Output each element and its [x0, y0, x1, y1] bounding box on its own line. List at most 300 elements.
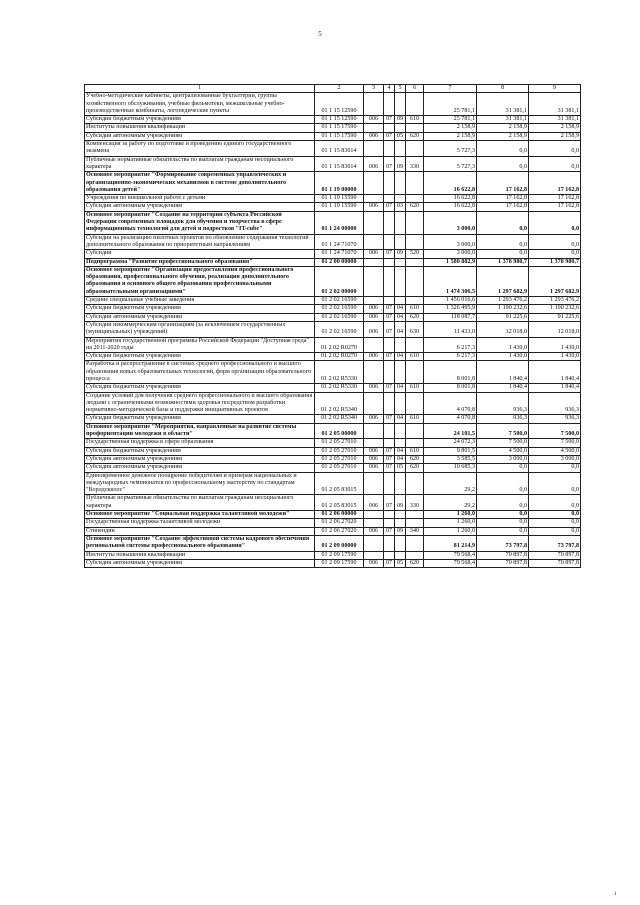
table-row — [85, 439, 581, 447]
ministry-code-cell: 006 — [364, 321, 384, 337]
amount-year3-cell: 1 378 980,7 — [529, 258, 581, 266]
expense-type-cell: 620 — [406, 464, 424, 472]
section-code-cell — [384, 337, 395, 353]
ministry-code-cell — [364, 361, 384, 384]
ministry-code-cell — [364, 266, 384, 296]
target-article-code-cell: 01 2 05 27010 — [315, 447, 364, 455]
table-row — [85, 455, 581, 463]
ministry-code-cell — [364, 551, 384, 559]
section-code-cell — [384, 211, 395, 234]
subsection-code-cell: 04 — [395, 415, 406, 423]
subsection-code-cell: 09 — [395, 495, 406, 511]
amount-year1-cell: 25 781,1 — [424, 93, 477, 116]
amount-year2-cell: 0,0 — [477, 234, 529, 250]
amount-year3-cell: 1 840,4 — [529, 361, 581, 384]
ministry-code-cell: 006 — [364, 415, 384, 423]
amount-year1-cell: 4 070,8 — [424, 415, 477, 423]
header-cell: 1 — [85, 85, 315, 93]
amount-year1-cell: 16 622,8 — [424, 195, 477, 203]
target-article-code-cell: 01 2 09 00000 — [315, 535, 364, 551]
ministry-code-cell — [364, 519, 384, 527]
amount-year3-cell: 0,0 — [529, 234, 581, 250]
amount-year2-cell: 1 430,0 — [477, 337, 529, 353]
target-article-code-cell: 01 2 02 16590 — [315, 313, 364, 321]
amount-year3-cell: 0,0 — [529, 511, 581, 519]
table-row — [85, 234, 581, 250]
section-code-cell: 07 — [384, 447, 395, 455]
amount-year3-cell: 0,0 — [529, 495, 581, 511]
section-code-cell — [384, 258, 395, 266]
expense-type-cell: 330 — [406, 495, 424, 511]
expense-type-cell: 610 — [406, 305, 424, 313]
section-code-cell: 07 — [384, 353, 395, 361]
ministry-code-cell: 006 — [364, 353, 384, 361]
subsection-code-cell — [395, 361, 406, 384]
table-row — [85, 559, 581, 567]
amount-year1-cell: 3 000,0 — [424, 250, 477, 258]
row-name-cell: Субсидии автономным учреждениям — [85, 464, 315, 472]
table-row — [85, 156, 581, 172]
target-article-code-cell: 01 2 05 00000 — [315, 423, 364, 439]
table-row — [85, 266, 581, 296]
target-article-code-cell: 01 1 24 71070 — [315, 250, 364, 258]
target-article-code-cell: 01 1 15 83014 — [315, 156, 364, 172]
expense-type-cell: 620 — [406, 559, 424, 567]
amount-year1-cell: 1 456 016,6 — [424, 297, 477, 305]
amount-year2-cell: 1 840,4 — [477, 384, 529, 392]
target-article-code-cell: 01 2 05 83015 — [315, 472, 364, 495]
row-name-cell: Публичные нормативные обязательства по выплатам гражданам несоциального характера — [85, 495, 315, 511]
section-code-cell — [384, 535, 395, 551]
amount-year2-cell: 17 162,8 — [477, 172, 529, 195]
ministry-code-cell: 006 — [364, 313, 384, 321]
section-code-cell — [384, 511, 395, 519]
subsection-code-cell: 05 — [395, 464, 406, 472]
ministry-code-cell: 006 — [364, 447, 384, 455]
section-code-cell: 07 — [384, 415, 395, 423]
amount-year1-cell: 1 260,0 — [424, 519, 477, 527]
table-row — [85, 250, 581, 258]
subsection-code-cell — [395, 439, 406, 447]
expense-type-cell — [406, 211, 424, 234]
section-code-cell — [384, 141, 395, 157]
amount-year2-cell: 1 297 682,9 — [477, 266, 529, 296]
expense-type-cell — [406, 511, 424, 519]
target-article-code-cell: 01 2 06 27020 — [315, 527, 364, 535]
amount-year1-cell: 16 622,8 — [424, 203, 477, 211]
amount-year1-cell: 1 260,0 — [424, 527, 477, 535]
amount-year1-cell: 79 568,4 — [424, 551, 477, 559]
amount-year1-cell: 4 070,8 — [424, 392, 477, 415]
section-code-cell: 07 — [384, 203, 395, 211]
row-name-cell: Институты повышения квалификации — [85, 551, 315, 559]
ministry-code-cell: 006 — [364, 384, 384, 392]
subsection-code-cell: 09 — [395, 156, 406, 172]
table-row — [85, 116, 581, 124]
subsection-code-cell: 05 — [395, 132, 406, 140]
ministry-code-cell — [364, 511, 384, 519]
amount-year2-cell: 1 840,4 — [477, 361, 529, 384]
amount-year2-cell: 0,0 — [477, 472, 529, 495]
expense-type-cell — [406, 535, 424, 551]
target-article-code-cell: 01 2 02 16590 — [315, 321, 364, 337]
section-code-cell: 07 — [384, 132, 395, 140]
amount-year1-cell: 24 101,5 — [424, 423, 477, 439]
expense-type-cell — [406, 337, 424, 353]
target-article-code-cell: 01 2 02 16590 — [315, 297, 364, 305]
amount-year3-cell: 0,0 — [529, 156, 581, 172]
header-cell: 7 — [424, 85, 477, 93]
ministry-code-cell — [364, 141, 384, 157]
section-code-cell: 07 — [384, 321, 395, 337]
row-name-cell: Субсидии автономным учреждениям — [85, 559, 315, 567]
target-article-code-cell: 01 2 00 00000 — [315, 258, 364, 266]
target-article-code-cell: 01 2 02 R5340 — [315, 415, 364, 423]
amount-year2-cell: 0,0 — [477, 141, 529, 157]
subsection-code-cell: 04 — [395, 313, 406, 321]
section-code-cell — [384, 124, 395, 132]
table-row — [85, 519, 581, 527]
row-name-cell: Субсидии бюджетным учреждениям — [85, 353, 315, 361]
subsection-code-cell: 04 — [395, 384, 406, 392]
expense-type-cell: 620 — [406, 203, 424, 211]
expense-type-cell — [406, 266, 424, 296]
amount-year3-cell: 2 158,9 — [529, 124, 581, 132]
table-row — [85, 258, 581, 266]
ministry-code-cell: 006 — [364, 156, 384, 172]
table-body — [85, 85, 581, 568]
amount-year2-cell: 936,3 — [477, 415, 529, 423]
ministry-code-cell: 006 — [364, 495, 384, 511]
amount-year3-cell: 2 158,9 — [529, 132, 581, 140]
amount-year1-cell: 3 585,5 — [424, 455, 477, 463]
ministry-code-cell — [364, 93, 384, 116]
amount-year1-cell: 5 727,3 — [424, 156, 477, 172]
amount-year3-cell: 31 381,1 — [529, 93, 581, 116]
amount-year1-cell: 5 727,3 — [424, 141, 477, 157]
amount-year2-cell: 3 000,0 — [477, 455, 529, 463]
row-name-cell: Субсидии на реализацию пилотных проектов по обновлению содержания технологий дополнительного образования по приоритетным направлениям — [85, 234, 315, 250]
subsection-code-cell — [395, 535, 406, 551]
ministry-code-cell — [364, 472, 384, 495]
subsection-code-cell: 04 — [395, 321, 406, 337]
amount-year3-cell: 1 190 232,6 — [529, 305, 581, 313]
section-code-cell — [384, 439, 395, 447]
target-article-code-cell: 01 2 05 83015 — [315, 495, 364, 511]
amount-year2-cell: 1 378 980,7 — [477, 258, 529, 266]
amount-year3-cell: 17 162,8 — [529, 203, 581, 211]
amount-year2-cell: 17 162,8 — [477, 195, 529, 203]
amount-year3-cell: 70 897,8 — [529, 551, 581, 559]
amount-year1-cell: 16 622,8 — [424, 172, 477, 195]
row-name-cell: Субсидии бюджетным учреждениям — [85, 116, 315, 124]
amount-year3-cell: 3 000,0 — [529, 455, 581, 463]
amount-year2-cell: 12 018,0 — [477, 321, 529, 337]
subsection-code-cell: 04 — [395, 447, 406, 455]
amount-year2-cell: 91 225,6 — [477, 313, 529, 321]
expense-type-cell — [406, 439, 424, 447]
table-row — [85, 172, 581, 195]
amount-year2-cell: 0,0 — [477, 156, 529, 172]
ministry-code-cell — [364, 535, 384, 551]
header-cell: 8 — [477, 85, 529, 93]
amount-year2-cell: 1 430,0 — [477, 353, 529, 361]
ministry-code-cell — [364, 172, 384, 195]
amount-year3-cell: 0,0 — [529, 250, 581, 258]
amount-year3-cell: 1 430,0 — [529, 353, 581, 361]
ministry-code-cell: 006 — [364, 527, 384, 535]
amount-year1-cell: 1 260,0 — [424, 511, 477, 519]
amount-year2-cell: 31 381,1 — [477, 116, 529, 124]
target-article-code-cell: 01 1 24 00000 — [315, 211, 364, 234]
amount-year2-cell: 4 500,0 — [477, 447, 529, 455]
section-code-cell — [384, 297, 395, 305]
expense-type-cell: 610 — [406, 353, 424, 361]
expense-type-cell: 610 — [406, 116, 424, 124]
amount-year1-cell: 29,2 — [424, 495, 477, 511]
amount-year3-cell: 0,0 — [529, 141, 581, 157]
expense-type-cell: 610 — [406, 447, 424, 455]
amount-year3-cell: 17 162,8 — [529, 172, 581, 195]
table-row — [85, 195, 581, 203]
table-row — [85, 321, 581, 337]
row-name-cell: Стипендии — [85, 527, 315, 535]
amount-year1-cell: 24 072,3 — [424, 439, 477, 447]
amount-year1-cell: 8 001,8 — [424, 384, 477, 392]
ministry-code-cell: 006 — [364, 455, 384, 463]
ministry-code-cell — [364, 337, 384, 353]
amount-year2-cell: 70 897,8 — [477, 551, 529, 559]
subsection-code-cell — [395, 141, 406, 157]
section-code-cell — [384, 93, 395, 116]
target-article-code-cell: 01 2 02 R0270 — [315, 353, 364, 361]
expense-type-cell: 610 — [406, 384, 424, 392]
amount-year3-cell: 0,0 — [529, 464, 581, 472]
row-name-cell: Компенсация за работу по подготовке и проведению единого государственного экзамена — [85, 141, 315, 157]
amount-year1-cell: 79 568,4 — [424, 559, 477, 567]
table-row — [85, 472, 581, 495]
row-name-cell: Институты повышения квалификации — [85, 124, 315, 132]
amount-year1-cell: 8 001,8 — [424, 361, 477, 384]
section-code-cell — [384, 519, 395, 527]
row-name-cell: Основное мероприятие "Создание на территории субъекта Российской Федерации современных площадок для обучения и творчества в сфере информационных технологий для детей и подростков "IT-cube" — [85, 211, 315, 234]
section-code-cell — [384, 361, 395, 384]
expense-type-cell — [406, 124, 424, 132]
subsection-code-cell: 04 — [395, 455, 406, 463]
amount-year3-cell: 7 500,0 — [529, 439, 581, 447]
row-name-cell: Создание условий для получения среднего профессионального и высшего образования людьми с ограниченными возможностями здоровья посредством разработки нормативно-методической базы и поддержки инициативных проектов — [85, 392, 315, 415]
expense-type-cell — [406, 297, 424, 305]
amount-year1-cell: 6 217,3 — [424, 353, 477, 361]
row-name-cell: Основное мероприятие "Социальная поддержка талантливой молодежи" — [85, 511, 315, 519]
table-row — [85, 203, 581, 211]
subsection-code-cell — [395, 124, 406, 132]
target-article-code-cell: 01 2 02 R5330 — [315, 361, 364, 384]
amount-year1-cell: 1 580 882,9 — [424, 258, 477, 266]
target-article-code-cell: 01 2 05 27010 — [315, 455, 364, 463]
section-code-cell: 07 — [384, 116, 395, 124]
subsection-code-cell — [395, 472, 406, 495]
row-name-cell: Субсидии автономным учреждениям — [85, 313, 315, 321]
table-row — [85, 464, 581, 472]
target-article-code-cell: 01 2 05 27010 — [315, 464, 364, 472]
ministry-code-cell: 006 — [364, 559, 384, 567]
ministry-code-cell — [364, 392, 384, 415]
section-code-cell — [384, 551, 395, 559]
target-article-code-cell: 01 1 15 17590 — [315, 124, 364, 132]
subsection-code-cell — [395, 423, 406, 439]
table-row — [85, 527, 581, 535]
ministry-code-cell — [364, 195, 384, 203]
expense-type-cell — [406, 234, 424, 250]
table-row — [85, 551, 581, 559]
table-row — [85, 305, 581, 313]
page-number: 5 — [318, 30, 322, 38]
expense-type-cell — [406, 93, 424, 116]
row-name-cell: Субсидии бюджетным учреждениям — [85, 384, 315, 392]
amount-year3-cell: 4 500,0 — [529, 447, 581, 455]
table-row — [85, 423, 581, 439]
row-name-cell: Основное мероприятие "Организация предоставления профессионального образования, профессионального обучения, реализация дополнительного образования и основного общего образования профессиональными образовательными организациями" — [85, 266, 315, 296]
row-name-cell: Учреждения по внешкольной работе с детьми — [85, 195, 315, 203]
header-cell: 2 — [315, 85, 364, 93]
amount-year1-cell: 3 000,0 — [424, 234, 477, 250]
amount-year2-cell: 7 500,0 — [477, 423, 529, 439]
row-name-cell: Мероприятия государственной программы Российской Федерации "Доступная среда" на 2011-2020 годы — [85, 337, 315, 353]
section-code-cell — [384, 392, 395, 415]
amount-year2-cell: 70 897,8 — [477, 559, 529, 567]
subsection-code-cell — [395, 211, 406, 234]
amount-year3-cell: 0,0 — [529, 519, 581, 527]
amount-year2-cell: 7 500,0 — [477, 439, 529, 447]
amount-year2-cell: 1 293 476,2 — [477, 297, 529, 305]
row-name-cell: Подпрограмма "Развитие профессионального образования" — [85, 258, 315, 266]
target-article-code-cell: 01 1 15 83014 — [315, 141, 364, 157]
subsection-code-cell — [395, 258, 406, 266]
amount-year3-cell: 12 018,0 — [529, 321, 581, 337]
amount-year1-cell: 3 000,0 — [424, 211, 477, 234]
table-row — [85, 297, 581, 305]
amount-year2-cell: 17 162,8 — [477, 203, 529, 211]
header-cell: 3 — [364, 85, 384, 93]
expense-type-cell: 330 — [406, 156, 424, 172]
row-name-cell: Основное мероприятие "Формирование современных управленческих и организационно-экономических механизмов в системе дополнительного образования детей" — [85, 172, 315, 195]
amount-year3-cell: 91 225,6 — [529, 313, 581, 321]
row-name-cell: Единовременное денежное поощрение победителям и призерам национальных и международных чемпионатов по профессиональному мастерству по стандартам "Ворлдскиллс" — [85, 472, 315, 495]
amount-year2-cell: 73 797,8 — [477, 535, 529, 551]
expense-type-cell: 630 — [406, 321, 424, 337]
subsection-code-cell — [395, 519, 406, 527]
amount-year2-cell: 2 158,9 — [477, 132, 529, 140]
header-cell: 9 — [529, 85, 581, 93]
amount-year1-cell: 118 087,7 — [424, 313, 477, 321]
amount-year2-cell: 31 381,1 — [477, 93, 529, 116]
table-row — [85, 93, 581, 116]
table-row — [85, 447, 581, 455]
section-code-cell: 07 — [384, 464, 395, 472]
section-code-cell: 07 — [384, 559, 395, 567]
row-name-cell: Субсидии бюджетным учреждениям — [85, 447, 315, 455]
row-name-cell: Субсидии некоммерческим организациям (за исключением государственных (муниципальных) учреждений) — [85, 321, 315, 337]
subsection-code-cell — [395, 266, 406, 296]
amount-year3-cell: 73 797,8 — [529, 535, 581, 551]
subsection-code-cell — [395, 93, 406, 116]
budget-table — [84, 84, 581, 568]
amount-year1-cell: 6 217,3 — [424, 337, 477, 353]
ministry-code-cell — [364, 297, 384, 305]
amount-year3-cell: 0,0 — [529, 472, 581, 495]
header-cell: 6 — [406, 85, 424, 93]
row-name-cell: Основное мероприятие "Мероприятия, направленные на развитие системы профориентации молодежи в области" — [85, 423, 315, 439]
amount-year3-cell: 0,0 — [529, 211, 581, 234]
amount-year1-cell: 25 781,1 — [424, 116, 477, 124]
amount-year2-cell: 0,0 — [477, 250, 529, 258]
corner-mark: 1 — [614, 892, 617, 897]
target-article-code-cell: 01 2 02 R5330 — [315, 384, 364, 392]
target-article-code-cell: 01 2 06 00000 — [315, 511, 364, 519]
header-cell: 5 — [395, 85, 406, 93]
section-code-cell: 07 — [384, 455, 395, 463]
subsection-code-cell — [395, 195, 406, 203]
amount-year3-cell: 936,3 — [529, 415, 581, 423]
expense-type-cell: 620 — [406, 455, 424, 463]
subsection-code-cell — [395, 297, 406, 305]
amount-year1-cell: 2 158,9 — [424, 132, 477, 140]
target-article-code-cell: 01 1 15 12590 — [315, 93, 364, 116]
expense-type-cell — [406, 195, 424, 203]
expense-type-cell: 610 — [406, 415, 424, 423]
subsection-code-cell: 04 — [395, 353, 406, 361]
amount-year2-cell: 0,0 — [477, 519, 529, 527]
amount-year2-cell: 936,3 — [477, 392, 529, 415]
amount-year2-cell: 2 158,9 — [477, 124, 529, 132]
subsection-code-cell: 09 — [395, 116, 406, 124]
expense-type-cell: 620 — [406, 313, 424, 321]
ministry-code-cell: 006 — [364, 305, 384, 313]
amount-year3-cell: 1 430,0 — [529, 337, 581, 353]
expense-type-cell — [406, 519, 424, 527]
row-name-cell: Субсидии автономным учреждениям — [85, 132, 315, 140]
amount-year2-cell: 1 190 232,6 — [477, 305, 529, 313]
subsection-code-cell: 03 — [395, 203, 406, 211]
ministry-code-cell: 006 — [364, 203, 384, 211]
ministry-code-cell — [364, 234, 384, 250]
target-article-code-cell: 01 2 09 17590 — [315, 551, 364, 559]
target-article-code-cell: 01 2 02 00000 — [315, 266, 364, 296]
table-row — [85, 124, 581, 132]
target-article-code-cell: 01 2 02 R0270 — [315, 337, 364, 353]
amount-year1-cell: 1 474 306,5 — [424, 266, 477, 296]
target-article-code-cell: 01 1 15 17590 — [315, 132, 364, 140]
target-article-code-cell: 01 2 06 27020 — [315, 519, 364, 527]
expense-type-cell — [406, 551, 424, 559]
section-code-cell — [384, 266, 395, 296]
amount-year3-cell: 936,3 — [529, 392, 581, 415]
row-name-cell: Средние специальные учебные заведения — [85, 297, 315, 305]
section-code-cell: 07 — [384, 384, 395, 392]
row-name-cell: Учебно-методические кабинеты, централизованные бухгалтерии, группы хозяйственного обслуживания, учебные фильмотеки, межшкольные учебно-производственные комбинаты, логопедические пункты — [85, 93, 315, 116]
section-code-cell: 07 — [384, 527, 395, 535]
row-name-cell: Государственная поддержка в сфере образования — [85, 439, 315, 447]
amount-year3-cell: 7 500,0 — [529, 423, 581, 439]
table-row — [85, 211, 581, 234]
ministry-code-cell: 006 — [364, 116, 384, 124]
section-code-cell: 07 — [384, 250, 395, 258]
amount-year1-cell: 29,2 — [424, 472, 477, 495]
ministry-code-cell — [364, 258, 384, 266]
amount-year1-cell: 10 685,3 — [424, 464, 477, 472]
ministry-code-cell: 006 — [364, 132, 384, 140]
